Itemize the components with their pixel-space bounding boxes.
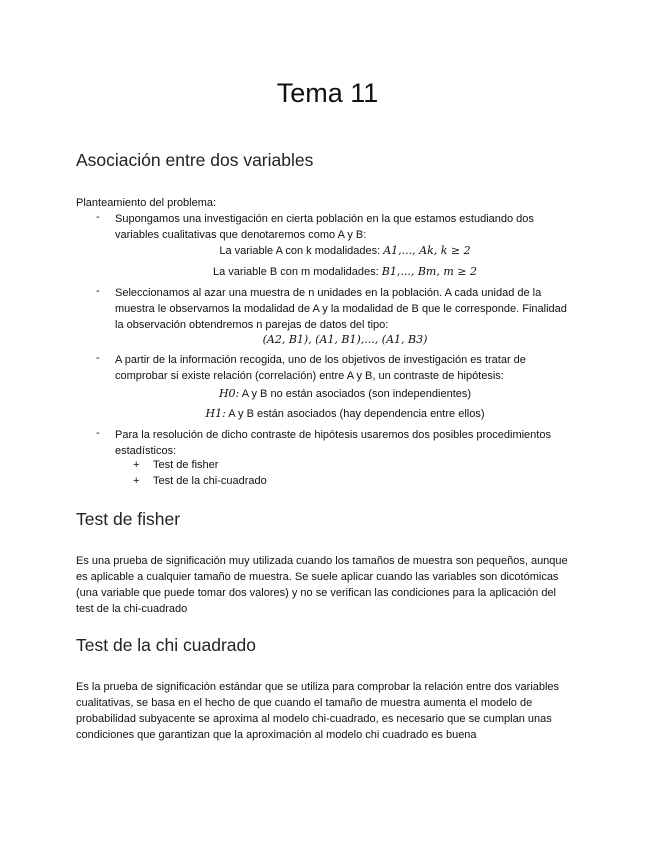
h0-symbol: H0:: [218, 387, 240, 400]
bullet-1-text: Supongamos una investigación en cierta población en la que estamos estudiando dos variables cualitativas que denotaremos como A y B:: [115, 213, 534, 241]
sub-bullet-marker: +: [133, 459, 140, 471]
sub-bullet-fisher: Test de fisher: [153, 459, 219, 471]
h1-text: A y B están asociados (hay dependencia entre ellos): [228, 408, 485, 420]
variable-b-math: B1,..., Bm, m ≥ 2: [381, 265, 477, 278]
sub-bullet-chi: Test de la chi-cuadrado: [153, 475, 267, 487]
bullet-3-text: A partir de la información recogida, uno de los objetivos de investigación es tratar de comprobar si existe relación (correlación) entre A y B, un contraste de hipótesis:: [115, 354, 526, 382]
bullet-marker: -: [96, 211, 100, 223]
h0-text: A y B no están asociados (son independientes): [241, 388, 472, 400]
variable-b-line: [115, 264, 575, 280]
chi-body: Es la prueba de significación estándar que se utiliza para comprobar la relación entre dos variables cualitativas, se basa en el hecho de que cuando el tamaño de muestra aumenta el modelo de probabilidad subyacente se aproxima al modelo chi-cuadrado, es necesario que se cumplan unas condiciones que garantizan que la aproximación al modelo chi cuadrado es buena: [76, 681, 560, 741]
h1-symbol: H1:: [205, 407, 226, 420]
fisher-body: Es una prueba de significación muy utilizada cuando los tamaños de muestra son pequeños, aunque es aplicable a cualquier tamaño de muestra. Se suele aplicar cuando las variables son dicotómicas (una variable que puede tomar dos valores) y no se verifican las condiciones para la aplicación del test de la chi-cuadrado: [76, 555, 568, 615]
bullet-2-text: Seleccionamos al azar una muestra de n unidades en la población. A cada unidad de la muestra le observamos la modalidad de A y la modalidad de B que le corresponde. Finalidad la observación obtendremos n parejas de datos del tipo:: [115, 287, 567, 331]
null-hypothesis: [115, 386, 575, 402]
bullet-4-text: Para la resolución de dicho contraste de hipótesis usaremos dos posibles procedimientos estadísticos:: [115, 429, 551, 457]
variable-a-line: [115, 243, 575, 259]
alt-hypothesis: [115, 406, 575, 422]
sub-bullet-marker: +: [133, 475, 140, 487]
bullet-marker: -: [96, 352, 100, 364]
variable-b-text: La variable B con m modalidades:: [213, 266, 379, 278]
bullet-marker: -: [96, 427, 100, 439]
section-heading-chi: Test de la chi cuadrado: [76, 635, 256, 655]
page-title: Tema 11: [276, 78, 379, 108]
section-heading-asociacion: Asociación entre dos variables: [76, 150, 314, 170]
variable-a-text: La variable A con k modalidades:: [219, 245, 381, 257]
variable-a-math: A1,..., Ak, k ≥ 2: [383, 244, 471, 257]
section-heading-fisher: Test de fisher: [76, 509, 181, 529]
bullet-marker: -: [96, 285, 100, 297]
pairs-formula: (A2, B1), (A1, B1),..., (A1, B3): [262, 333, 428, 346]
data-pairs-math: [115, 332, 575, 348]
intro-text: Planteamiento del problema:: [76, 197, 217, 209]
